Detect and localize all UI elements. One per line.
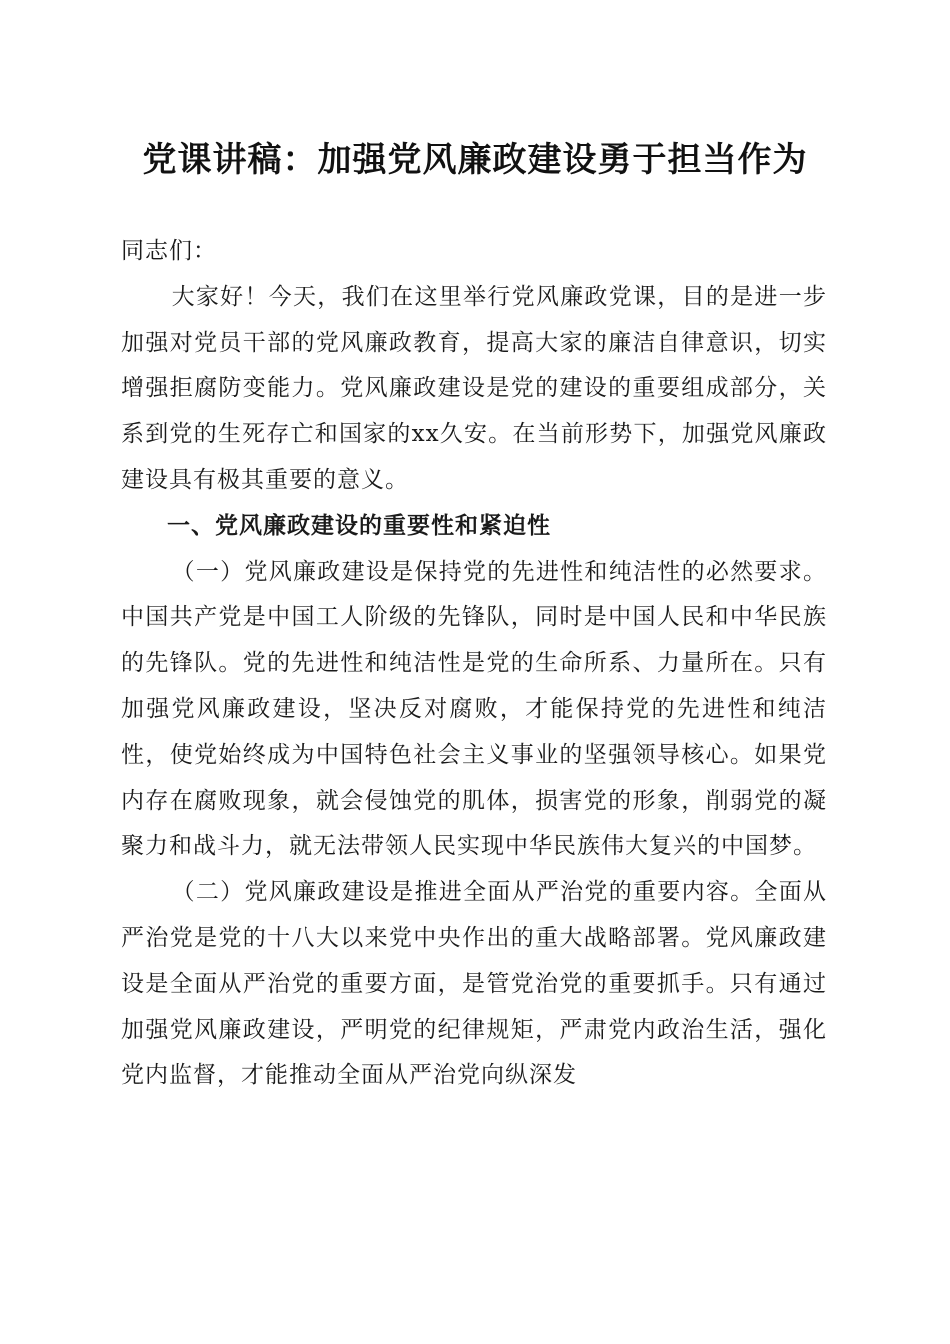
salutation: 同志们： [121, 238, 217, 264]
intro-paragraph: 大家好！今天，我们在这里举行党风廉政党课，目的是进一步加强对党员干部的党风廉政教育，提高大家的廉洁自律意识，切实增强拒腐防变能力。党风廉政建设是党的建设的重要组成部分，关系到党的生死存亡和国家的xx久安。在当前形势下，加强党风廉政建设具有极其重要的意义。 [121, 283, 827, 493]
paragraph-1: （一）党风廉政建设是保持党的先进性和纯洁性的必然要求。中国共产党是中国工人阶级的先锋队，同时是中国人民和中华民族的先锋队。党的先进性和纯洁性是党的生命所系、力量所在。只有加强党风廉政建设，坚决反对腐败，才能保持党的先进性和纯洁性，使党始终成为中国特色社会主义事业的坚强领导核心。如果党内存在腐败现象，就会侵蚀党的肌体，损害党的形象，削弱党的凝聚力和战斗力，就无法带领人民实现中华民族伟大复兴的中国梦。 [121, 558, 827, 860]
document-body [121, 229, 827, 1099]
section-heading-1: 一、党风廉政建设的重要性和紧迫性 [167, 512, 551, 539]
document-title: 党课讲稿：加强党风廉政建设勇于担当作为 [142, 140, 808, 180]
paragraph-2: （二）党风廉政建设是推进全面从严治党的重要内容。全面从严治党是党的十八大以来党中央作出的重大战略部署。党风廉政建设是全面从严治党的重要方面，是管党治党的重要抓手。只有通过加强党风廉政建设，严明党的纪律规矩，严肃党内政治生活，强化党内监督，才能推动全面从严治党向纵深发 [121, 879, 827, 1089]
